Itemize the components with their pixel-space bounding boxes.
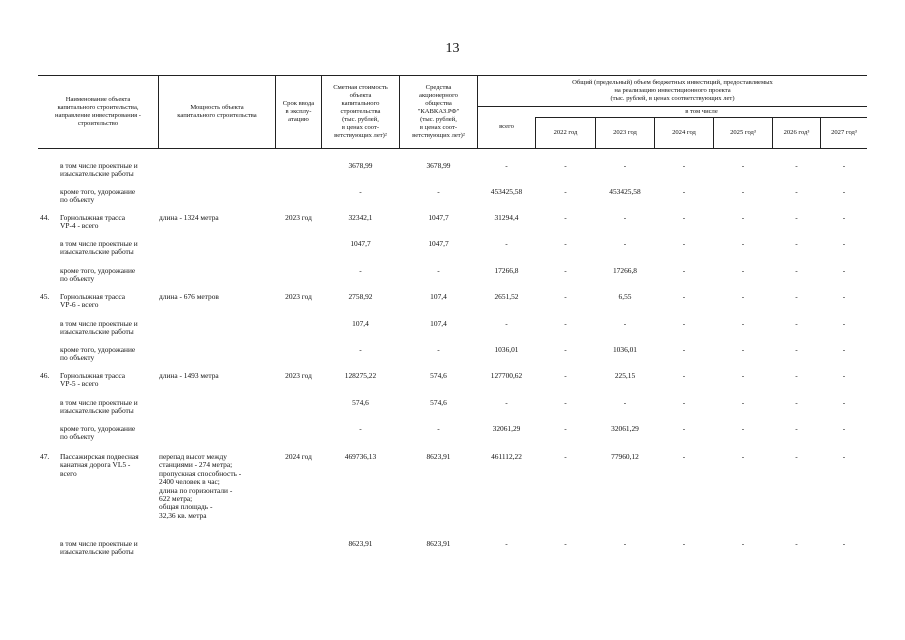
cell-total: - (505, 319, 508, 328)
cell-y2025: - (741, 345, 745, 354)
cell-total: 127700,62 (490, 371, 523, 380)
cell-name: Горнолыжная трасса VP-4 - всего (60, 213, 126, 231)
header-all: всего (499, 123, 514, 131)
cell-y2025: - (741, 319, 745, 328)
cell-estimate: - (359, 424, 362, 433)
cell-company: 8623,91 (426, 539, 451, 548)
cell-y2024: - (682, 187, 686, 196)
cell-y2024: - (682, 319, 686, 328)
cell-y2022: - (564, 345, 567, 354)
cell-y2024: - (682, 213, 686, 222)
cell-y2025: - (741, 539, 745, 548)
cell-capacity: длина - 1493 метра (159, 371, 219, 380)
cell-y2023: - (623, 398, 627, 407)
header-company: Средства акционерного общества "КАВКАЗ.РФ" (тыс. рублей, в ценах соот- ветствующих лет)² (412, 83, 465, 140)
header-year-2024: 2024 год (672, 128, 696, 136)
cell-company: - (437, 345, 440, 354)
cell-term: 2023 год (285, 213, 312, 222)
cell-y2026: - (795, 266, 798, 275)
cell-name: в том числе проектные и изыскательские работы (60, 161, 138, 179)
cell-name: кроме того, удорожание по объекту (60, 187, 136, 205)
cell-y2024: - (682, 539, 686, 548)
page-number: 13 (445, 41, 460, 56)
cell-y2027: - (842, 345, 846, 354)
cell-total: 1036,01 (494, 345, 519, 354)
cell-name: в том числе проектные и изыскательские работы (60, 398, 138, 416)
cell-name: кроме того, удорожание по объекту (60, 345, 136, 363)
cell-capacity: длина - 1324 метра (159, 213, 219, 222)
cell-y2023: - (623, 161, 627, 170)
header-year-2022: 2022 год (553, 128, 578, 136)
cell-estimate: 574,6 (352, 398, 369, 407)
cell-company: 3678,99 (426, 161, 451, 170)
cell-y2027: - (842, 539, 846, 548)
cell-y2027: - (842, 371, 846, 380)
cell-total: 31294,4 (494, 213, 519, 222)
cell-y2024: - (682, 239, 686, 248)
cell-num: 44. (40, 213, 50, 222)
cell-term: 2023 год (285, 292, 312, 301)
cell-y2025: - (741, 161, 745, 170)
cell-y2026: - (795, 452, 798, 461)
cell-estimate: 1047,7 (350, 239, 371, 248)
cell-estimate: - (359, 266, 362, 275)
cell-y2026: - (795, 292, 798, 301)
cell-y2025: - (741, 424, 745, 433)
cell-y2027: - (842, 424, 846, 433)
cell-company: - (437, 266, 440, 275)
header-year-2023: 2023 год (613, 128, 637, 136)
cell-estimate: - (359, 345, 362, 354)
cell-estimate: 469736,13 (344, 452, 377, 461)
cell-y2025: - (741, 371, 745, 380)
cell-name: Горнолыжная трасса VP-6 - всего (60, 292, 126, 310)
cell-y2023: 6,55 (618, 292, 632, 301)
cell-y2026: - (795, 187, 798, 196)
cell-y2025: - (741, 187, 745, 196)
cell-estimate: 107,4 (352, 319, 369, 328)
cell-company: - (437, 187, 440, 196)
cell-company: 107,4 (430, 292, 447, 301)
cell-y2023: 77960,12 (611, 452, 639, 461)
header-name: Наименование объекта капитального строительства, направление инвестирования - строительство (54, 95, 142, 128)
cell-y2025: - (741, 213, 745, 222)
cell-y2026: - (795, 398, 798, 407)
cell-company: - (437, 424, 440, 433)
cell-term: 2024 год (285, 452, 312, 461)
cell-y2022: - (564, 239, 567, 248)
cell-y2026: - (795, 345, 798, 354)
cell-y2026: - (795, 371, 798, 380)
cell-y2027: - (842, 187, 846, 196)
cell-name: в том числе проектные и изыскательские работы (60, 319, 138, 337)
cell-y2022: - (564, 424, 567, 433)
cell-name: кроме того, удорожание по объекту (60, 424, 136, 442)
cell-y2022: - (564, 161, 567, 170)
cell-estimate: 128275,22 (344, 371, 377, 380)
cell-num: 46. (40, 371, 50, 380)
cell-capacity: перепад высот между станциями - 274 метра; пропускная способность - 2400 человек в час; длина по горизонтали - 622 метра; общая площадь - 32,36 кв. метра (159, 452, 242, 520)
cell-y2023: 453425,58 (609, 187, 641, 196)
cell-y2027: - (842, 239, 846, 248)
cell-y2024: - (682, 452, 686, 461)
cell-y2025: - (741, 266, 745, 275)
cell-estimate: 2758,92 (348, 292, 373, 301)
cell-y2027: - (842, 452, 846, 461)
cell-num: 47. (40, 452, 50, 461)
cell-total: 17266,8 (494, 266, 519, 275)
cell-company: 8623,91 (426, 452, 451, 461)
cell-company: 107,4 (430, 319, 447, 328)
cell-y2027: - (842, 161, 846, 170)
cell-y2023: 17266,8 (612, 266, 638, 275)
cell-y2023: - (623, 213, 627, 222)
cell-y2024: - (682, 345, 686, 354)
cell-total: - (505, 398, 508, 407)
header-estimate: Сметная стоимость объекта капитального строительства (тыс. рублей, в ценах соот- ветствующих лет)² (333, 83, 388, 140)
cell-y2022: - (564, 319, 567, 328)
cell-y2027: - (842, 213, 846, 222)
header-term: Срок ввода в эксплу- атацию (282, 99, 315, 124)
cell-y2022: - (564, 371, 567, 380)
header-year-2025: 2025 год³ (730, 128, 756, 136)
cell-company: 1047,7 (428, 213, 449, 222)
cell-y2026: - (795, 161, 798, 170)
cell-y2026: - (795, 319, 798, 328)
cell-estimate: 8623,91 (348, 539, 373, 548)
cell-total: 32061,29 (492, 424, 521, 433)
cell-num: 45. (40, 292, 50, 301)
cell-total: 2651,52 (494, 292, 519, 301)
cell-name: кроме того, удорожание по объекту (60, 266, 136, 284)
cell-estimate: 3678,99 (348, 161, 373, 170)
header-year-2027: 2027 год³ (831, 128, 857, 136)
cell-y2024: - (682, 266, 686, 275)
cell-y2027: - (842, 319, 846, 328)
cell-capacity: длина - 676 метров (159, 292, 219, 301)
cell-total: 453425,58 (490, 187, 523, 196)
cell-y2026: - (795, 539, 798, 548)
header-capacity: Мощность объекта капитального строительства (177, 103, 257, 119)
cell-y2027: - (842, 266, 846, 275)
cell-y2024: - (682, 161, 686, 170)
cell-y2023: 1036,01 (612, 345, 638, 354)
cell-y2027: - (842, 292, 846, 301)
header-bottom-rule (38, 148, 867, 149)
cell-total: - (505, 161, 508, 170)
cell-total: - (505, 539, 508, 548)
cell-y2023: 225,15 (614, 371, 636, 380)
cell-y2024: - (682, 424, 686, 433)
cell-y2025: - (741, 292, 745, 301)
cell-name: Горнолыжная трасса VP-5 - всего (60, 371, 126, 389)
cell-y2022: - (564, 266, 567, 275)
cell-y2024: - (682, 292, 686, 301)
header-total-group: Общий (предельный) объем бюджетных инвестиций, предоставляемых на реализацию инвестиционного проекта (тыс. рублей, в ценах соответствующих лет) (572, 78, 773, 103)
cell-y2027: - (842, 398, 846, 407)
cell-y2023: 32061,29 (611, 424, 639, 433)
cell-total: 461112,22 (491, 452, 522, 461)
cell-company: 574,6 (430, 371, 447, 380)
cell-estimate: - (359, 187, 362, 196)
cell-term: 2023 год (285, 371, 312, 380)
cell-y2022: - (564, 187, 567, 196)
cell-y2023: - (623, 539, 627, 548)
cell-y2025: - (741, 239, 745, 248)
cell-y2022: - (564, 452, 567, 461)
cell-y2026: - (795, 424, 798, 433)
cell-company: 1047,7 (428, 239, 449, 248)
cell-name: в том числе проектные и изыскательские работы (60, 239, 138, 257)
cell-y2023: - (623, 319, 627, 328)
cell-name: в том числе проектные и изыскательские работы (60, 539, 138, 557)
header-including: в том числе (685, 107, 718, 115)
cell-y2022: - (564, 539, 567, 548)
cell-total: - (505, 239, 508, 248)
header-year-2026: 2026 год³ (783, 128, 810, 136)
cell-y2026: - (795, 239, 798, 248)
cell-y2023: - (623, 239, 627, 248)
cell-y2022: - (564, 398, 567, 407)
cell-company: 574,6 (430, 398, 447, 407)
cell-estimate: 32342,1 (348, 213, 373, 222)
cell-y2025: - (741, 452, 745, 461)
cell-y2024: - (682, 371, 686, 380)
cell-y2024: - (682, 398, 686, 407)
cell-y2026: - (795, 213, 798, 222)
cell-y2022: - (564, 292, 567, 301)
table-header (0, 0, 905, 155)
cell-y2022: - (564, 213, 567, 222)
cell-name: Пассажирская подвесная канатная дорога VL5 - всего (60, 452, 139, 478)
cell-y2025: - (741, 398, 745, 407)
